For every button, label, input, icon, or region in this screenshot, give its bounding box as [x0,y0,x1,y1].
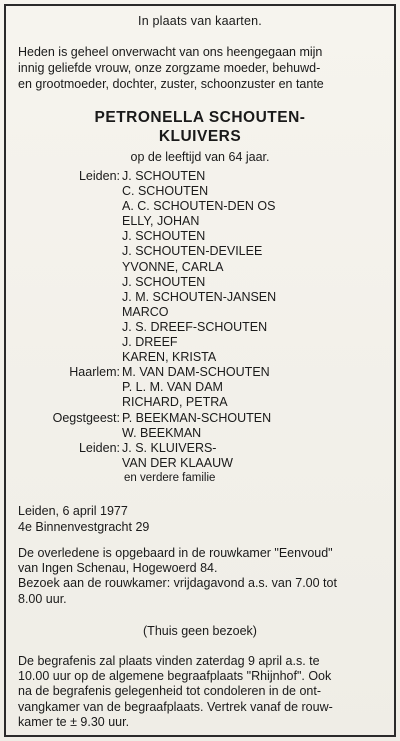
family-row [0,290,400,305]
funeral-home-line: Bezoek aan de rouwkamer: vrijdagavond a.s. van 7.00 tot [18,576,337,591]
family-member: W. BEEKMAN [122,425,202,440]
family-row [0,411,400,426]
no-visit-note: (Thuis geen bezoek) [143,624,257,638]
funeral-line: De begrafenis zal plaats vinden zaterdag 9 april a.s. te [18,654,320,668]
family-member: J. DREEF [122,335,178,350]
family-place: Leiden: [78,169,120,183]
family-member: C. SCHOUTEN [122,184,209,199]
family-member: ELLY, JOHAN [122,214,200,229]
family-row [0,456,400,471]
funeral-home-line: De overledene is opgebaard in de rouwkamer "Eenvoud" [18,546,333,560]
family-row [0,229,400,244]
family-member: J. SCHOUTEN-DEVILEE [122,244,263,259]
family-row [0,184,400,199]
notice-heading: In plaats van kaarten. [138,14,262,28]
family-member: J. SCHOUTEN [122,274,206,289]
intro-paragraph [18,44,386,92]
intro-line: innig geliefde vrouw, onze zorgzame moeder, behuwd- [18,61,321,75]
funeral-line: kamer te ± 9.30 uur. [18,714,130,729]
family-row [0,350,400,365]
family-row [0,214,400,229]
family-place: Haarlem: [69,365,120,380]
family-row [0,199,400,214]
funeral-line: vangkamer van de begraafplaats. Vertrek vanaf de rouw- [18,699,333,714]
deceased-age: op de leeftijd van 64 jaar. [130,150,270,164]
family-member: J. M. SCHOUTEN-JANSEN [122,289,277,304]
family-member: J. S. KLUIVERS- [122,440,217,455]
family-place: Leiden: [78,440,120,455]
family-member: J. SCHOUTEN [122,229,206,244]
intro-line: en grootmoeder, dochter, zuster, schoonzuster en tante [18,77,324,91]
deceased-name-line: KLUIVERS [158,128,242,145]
family-row [0,380,400,395]
funeral-home-line: van Ingen Schenau, Hogewoerd 84. [18,561,218,576]
family-place: Oegstgeest: [52,410,120,425]
family-row [0,275,400,290]
funeral-line: na de begrafenis gelegenheid tot condoleren in de ont- [18,684,322,699]
family-row [0,426,400,441]
family-row [0,395,400,410]
family-row [0,365,400,380]
family-member: VAN DER KLAAUW [122,455,233,470]
family-member: en verdere familie [124,471,216,484]
family-row [0,441,400,456]
family-row [0,169,400,184]
family-member: P. BEEKMAN-SCHOUTEN [122,410,272,425]
funeral-home-paragraph [18,546,386,607]
family-row [0,260,400,275]
family-member: RICHARD, PETRA [122,395,228,410]
family-row [0,471,400,486]
family-member: YVONNE, CARLA [122,259,224,274]
family-row [0,244,400,259]
family-row [0,320,400,335]
intro-line: Heden is geheel onverwacht van ons heengegaan mijn [18,45,323,59]
family-member: KAREN, KRISTA [122,350,217,365]
family-member: A. C. SCHOUTEN-DEN OS [122,199,276,214]
funeral-line: 10.00 uur op de algemene begraafplaats "Rhijnhof". Ook [18,669,332,684]
place-date: Leiden, 6 april 1977 [18,504,128,518]
deceased-name-line: PETRONELLA SCHOUTEN- [94,109,306,126]
home-address: 4e Binnenvestgracht 29 [18,520,150,534]
family-member: J. S. DREEF-SCHOUTEN [122,319,268,334]
family-member: M. VAN DAM-SCHOUTEN [122,365,270,380]
funeral-home-line: 8.00 uur. [18,591,67,606]
funeral-paragraph [18,654,386,730]
family-row [0,335,400,350]
deceased-name [0,108,400,146]
family-member: MARCO [122,304,169,319]
address-block [18,503,149,535]
family-list [0,169,400,486]
family-member: J. SCHOUTEN [122,169,206,183]
family-member: P. L. M. VAN DAM [122,380,223,395]
family-row [0,305,400,320]
